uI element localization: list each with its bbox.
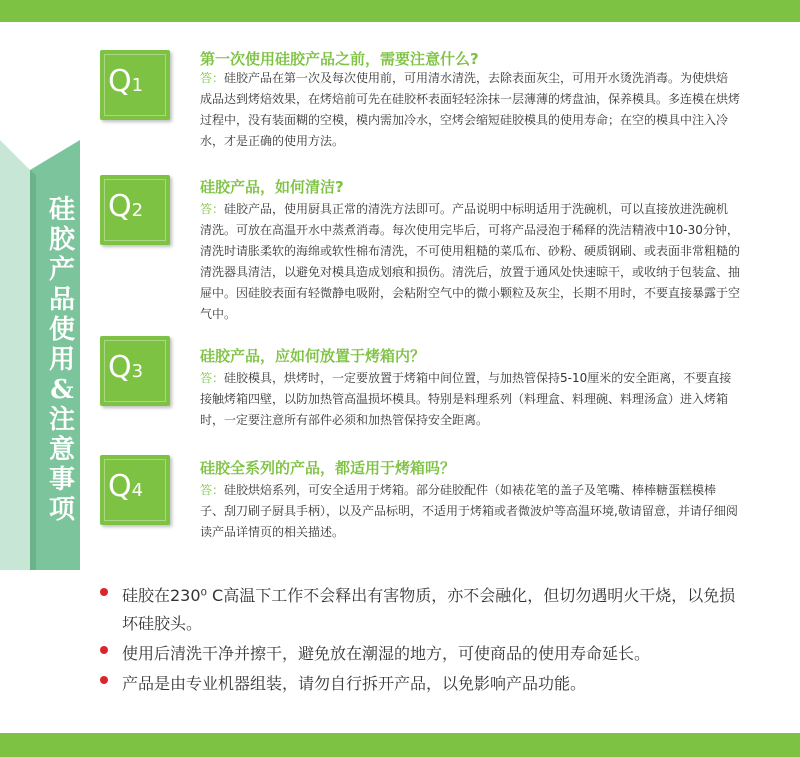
q3-number: 3 (131, 361, 144, 382)
q2-letter: Q (108, 189, 132, 224)
q4-letter: Q (108, 469, 132, 504)
note-item-1 (100, 582, 740, 638)
bottom-bar (0, 733, 800, 757)
q1-letter: Q (108, 64, 132, 99)
side-title: 硅 胶 产 品 使 用 & 注 意 事 项 (48, 195, 75, 525)
q4-title: 硅胶全系列的产品，都适用于烤箱吗？ (200, 459, 456, 477)
q2-badge (100, 175, 170, 245)
q1-answer (200, 68, 740, 152)
q1-answer-prefix: 答： (200, 71, 225, 85)
q1-title: 第一次使用硅胶产品之前，需要注意什么? (200, 50, 479, 68)
note-text-3: 产品是由专业机器组装，请勿自行拆开产品，以免影响产品功能。 (122, 674, 587, 693)
q1-badge (100, 50, 170, 120)
q1-number: 1 (131, 75, 144, 96)
q3-answer (200, 368, 740, 431)
q3-letter: Q (108, 350, 132, 385)
q2-number: 2 (131, 200, 144, 221)
bullet-dot-icon (100, 676, 108, 684)
notes-list (100, 582, 740, 700)
q4-badge (100, 455, 170, 525)
q2-answer-text: 硅胶产品，使用厨具正常的清洗方法即可。产品说明中标明适用于洗碗机，可以直接放进洗碗机清洗。可放在高温开水中蒸煮消毒。每次使用完毕后，可将产品浸泡于稀释的洗洁精液中10-30分钟，清洗时请胀柔软的海绵或软性棉布清洗，不可使用粗糙的菜瓜布、砂粉、硬质钢刷、或表面非常粗糙的清洗器具清洁，以避免对模具造成划痕和损伤。清洗后，放置于通风处快速晾干，或收纳于包装盒、抽屉中。因硅胶表面有轻微静电吸附，会粘附空气中的微小颗粒及灰尘，长期不用时，不要直接暴露于空气中。 (200, 202, 741, 321)
q4-answer-text: 硅胶烘焙系列，可安全适用于烤箱。部分硅胶配件（如裱花笔的盖子及笔嘴、棒棒糖蛋糕模棒子、刮刀刷子厨具手柄），以及产品标明，不适用于烤箱或者微波炉等高温环境,敬请留意，并请仔细阅读产品详情页的相关描述。 (200, 483, 738, 539)
side-banner (0, 140, 85, 570)
q4-answer-prefix: 答： (200, 483, 225, 497)
bullet-dot-icon (100, 646, 108, 654)
q2-title: 硅胶产品，如何清洁? (200, 178, 344, 196)
q4-number: 4 (131, 480, 144, 501)
q4-answer (200, 480, 740, 543)
note-item-3 (100, 670, 740, 698)
q2-answer (200, 199, 740, 325)
q3-badge (100, 336, 170, 406)
note-text-1: 硅胶在230⁰ C高温下工作不会释出有害物质，亦不会融化，但切勿遇明火干烧，以免损坏硅胶头。 (122, 586, 736, 633)
q2-answer-prefix: 答： (200, 202, 225, 216)
note-text-2: 使用后清洗干净并擦干，避免放在潮湿的地方，可使商品的使用寿命延长。 (122, 644, 651, 663)
bullet-dot-icon (100, 588, 108, 596)
top-bar (0, 0, 800, 22)
q3-answer-text: 硅胶模具，烘烤时，一定要放置于烤箱中间位置，与加热管保持5-10厘米的安全距离，不要直接接触烤箱四壁，以防加热管高温损坏模具。特别是料理系列（料理盒、料理碗、料理汤盒）进入烤箱时，一定要注意所有部件必须和加热管保持安全距离。 (200, 371, 732, 427)
q3-answer-prefix: 答： (200, 371, 225, 385)
q3-title: 硅胶产品，应如何放置于烤箱内？ (200, 347, 426, 365)
note-item-2 (100, 640, 740, 668)
q1-answer-text: 硅胶产品在第一次及每次使用前，可用清水清洗，去除表面灰尘，可用开水烫洗消毒。为使烘焙成品达到烤焙效果，在烤焙前可先在硅胶杯表面轻轻涂抹一层薄薄的烤盘油，保养模具。多连模在烘烤过程中，没有装面糊的空模，模内需加冷水，空烤会缩短硅胶模具的使用寿命；在空的模具中注入冷水，才是正确的使用方法。 (200, 71, 741, 148)
